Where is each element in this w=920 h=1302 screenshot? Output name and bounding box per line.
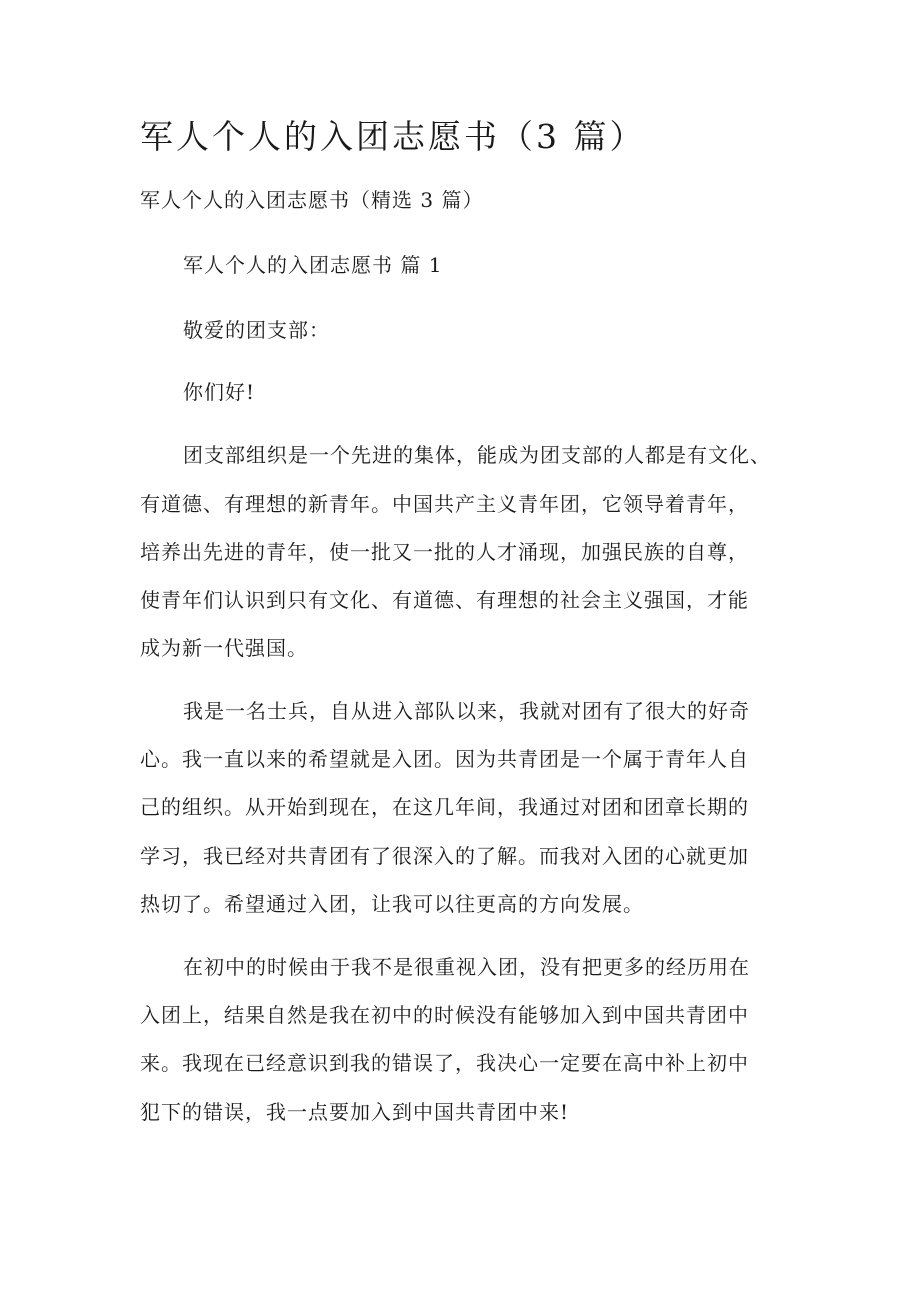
paragraph-3-line: 犯下的错误，我一点要加入到中国共青团中来!	[140, 1100, 570, 1124]
section-heading: 军人个人的入团志愿书 篇 1	[183, 253, 443, 277]
document-subtitle: 军人个人的入团志愿书（精选 3 篇）	[140, 188, 484, 212]
paragraph-1-line: 培养出先进的青年，使一批又一批的人才涌现，加强民族的自尊，	[140, 540, 749, 564]
paragraph-2-line: 学习，我已经对共青团有了很深入的了解。而我对入团的心就更加	[140, 844, 749, 868]
paragraph-2-line: 我是一名士兵，自从进入部队以来，我就对团有了很大的好奇	[183, 699, 750, 723]
paragraph-3-line: 来。我现在已经意识到我的错误了，我决心一定要在高中补上初中	[140, 1051, 749, 1075]
paragraph-3-line: 入团上，结果自然是我在初中的时候没有能够加入到中国共青团中	[140, 1003, 749, 1027]
greeting: 你们好!	[183, 380, 256, 404]
paragraph-1-line: 成为新一代强国。	[140, 636, 308, 660]
paragraph-1-line: 使青年们认识到只有文化、有道德、有理想的社会主义强国，才能	[140, 588, 749, 612]
salutation: 敬爱的团支部：	[183, 318, 330, 342]
paragraph-2-line: 心。我一直以来的希望就是入团。因为共青团是一个属于青年人自	[140, 747, 749, 771]
paragraph-2-line: 热切了。希望通过入团，让我可以往更高的方向发展。	[140, 892, 644, 916]
paragraph-3-line: 在初中的时候由于我不是很重视入团，没有把更多的经历用在	[183, 955, 750, 979]
paragraph-1-line: 有道德、有理想的新青年。中国共产主义青年团，它领导着青年，	[140, 492, 749, 516]
document-title: 军人个人的入团志愿书（3 篇）	[140, 117, 646, 156]
paragraph-2-line: 己的组织。从开始到现在，在这几年间，我通过对团和团章长期的	[140, 795, 749, 819]
paragraph-1-line: 团支部组织是一个先进的集体，能成为团支部的人都是有文化、	[183, 443, 771, 467]
